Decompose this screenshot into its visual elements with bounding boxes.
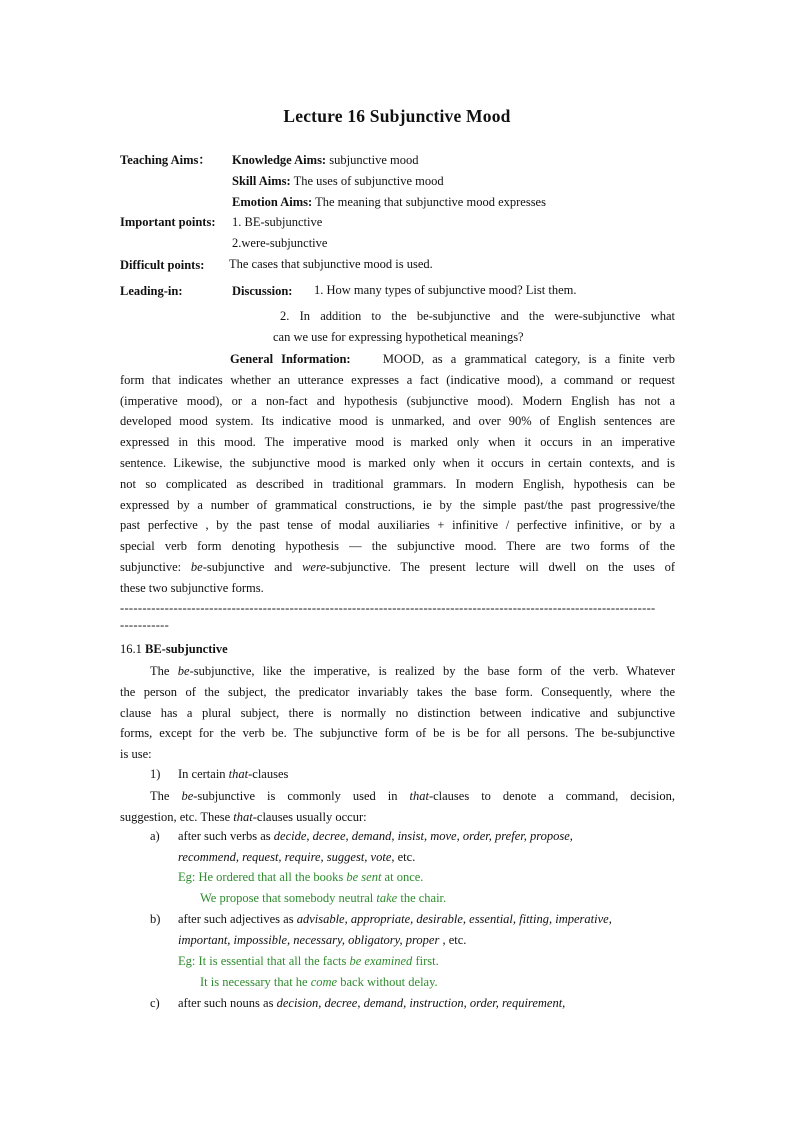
difficult-points-label: Difficult points: [120, 258, 205, 272]
that-clause-paragraph [120, 786, 675, 828]
skill-aims-text: The uses of subjunctive mood [293, 174, 444, 188]
important-points-label: Important points: [120, 215, 216, 229]
text-run: suggestion, etc. These [120, 809, 234, 824]
item-a-line-2 [178, 849, 415, 865]
teaching-aims-label: Teaching Aims： [120, 153, 211, 167]
text-run: after such nouns as [178, 996, 277, 1010]
paragraph-line: clause has a plural subject, there is normally no distinction between indicative and subjunctive [120, 705, 675, 720]
text-run: -subjunctive, like the imperative, is realized by the base form of the verb. Whatever [189, 664, 675, 678]
text-run: take [376, 891, 398, 905]
general-line: MOOD, as a grammatical category, is a finite verb [382, 352, 675, 366]
general-line: expressed by a number of grammatical constructions, ie by the simple past/the past progressive/the [120, 497, 675, 512]
knowledge-aims-label: Knowledge Aims: [232, 153, 327, 167]
text-run: Eg: It is essential that all the facts [178, 954, 350, 968]
item-label-a: a) [150, 829, 160, 843]
page-title: Lecture 16 Subjunctive Mood [283, 106, 511, 126]
text-run: In certain [178, 767, 229, 781]
important-point-2: 2.were-subjunctive [232, 236, 328, 250]
general-line: (imperative mood), or a non-fact and hypothesis (subjunctive mood). Modern English has not a [120, 393, 675, 408]
text-run: -clauses usually occur: [252, 809, 367, 824]
general-line: sentence. Likewise, the subjunctive mood is marked only when it occurs in certain contexts, and is [120, 455, 675, 470]
text-run: were [302, 559, 326, 574]
text-run: that [233, 809, 253, 824]
knowledge-aims-text: subjunctive mood [329, 153, 419, 167]
paragraph-line: is use: [120, 747, 152, 762]
emotion-aims-label: Emotion Aims: [232, 195, 313, 209]
general-line: these two subjunctive forms. [120, 580, 264, 595]
text-run: Eg: He ordered that all the books [178, 870, 347, 884]
text-run: that [228, 767, 249, 781]
paragraph-line: forms, except for the verb be. The subjunctive form of be is be for all persons. The be-subjunctive [120, 726, 675, 741]
paragraph-line [120, 786, 675, 807]
text-run: be [181, 789, 194, 803]
text-run: be sent [346, 870, 382, 884]
example-sentence [200, 974, 438, 990]
text-run: after such verbs as [178, 829, 274, 843]
text-run: -subjunctive and [202, 559, 303, 574]
text-run: The [150, 664, 178, 678]
text-run: recommend, request, require, suggest, vote, [178, 850, 395, 864]
general-line: developed mood system. Its indicative mood is unmarked, and over 90% of English sentences are [120, 414, 675, 429]
text-run: decision, decree, demand, instruction, order, requirement, [276, 996, 566, 1010]
paragraph-line [120, 807, 675, 828]
item-b-line-1 [178, 911, 612, 927]
item-label-b: b) [150, 912, 161, 926]
paragraph-line [120, 661, 675, 682]
skill-aims-label: Skill Aims: [232, 174, 291, 188]
example-sentence [178, 869, 423, 885]
text-run: first. [412, 954, 439, 968]
emotion-aims-line [232, 194, 546, 210]
emotion-aims-text: The meaning that subjunctive mood expresses [315, 195, 546, 209]
item-number: 1) [150, 767, 161, 781]
text-run: after such adjectives as [178, 912, 297, 926]
text-run: -clauses [248, 767, 289, 781]
general-first-line [120, 349, 675, 370]
text-run: It is necessary that he [200, 975, 311, 989]
text-run: at once. [381, 870, 424, 884]
section-divider-tail: ----------- [120, 618, 170, 632]
general-line: special verb form denoting hypothesis — the subjunctive mood. There are two forms of the [120, 539, 675, 554]
text-run: the chair. [397, 891, 447, 905]
text-run: back without delay. [337, 975, 438, 989]
leading-in-label: Leading-in: [120, 284, 183, 298]
example-sentence [178, 953, 439, 969]
general-line: not so complicated as described in traditional grammars. In modern English, hypothesis can be [120, 476, 675, 491]
general-line: past perfective , by the past tense of modal auxiliaries + infinitive / perfective infinitive, or by a [120, 518, 675, 533]
text-run: be [190, 559, 203, 574]
section-number: 16.1 [120, 642, 145, 656]
text-run: important, impossible, necessary, obligatory, proper [178, 933, 440, 947]
text-run: that [409, 789, 429, 803]
section-heading [120, 641, 228, 657]
text-run: , etc. [439, 933, 467, 947]
knowledge-aims-line [232, 152, 418, 168]
item-b-line-2 [178, 932, 466, 948]
general-information-paragraph [120, 349, 675, 599]
discussion-question-1: 1. How many types of subjunctive mood? List them. [314, 283, 577, 297]
text-run: subjunctive: [120, 559, 191, 574]
section-divider: ------------------------------------------------------------------------------------------------------------------------ [120, 601, 656, 615]
section-title: BE-subjunctive [145, 642, 228, 656]
discussion-question-2-line-2: can we use for expressing hypothetical meanings? [273, 330, 524, 344]
general-information-label: General Information: [230, 352, 351, 366]
text-run: be examined [349, 954, 413, 968]
example-sentence [200, 890, 446, 906]
item-label-c: c) [150, 996, 160, 1010]
text-run: etc. [394, 850, 416, 864]
text-run: -clauses to denote a command, decision, [428, 789, 675, 803]
text-run: be [177, 664, 190, 678]
important-point-1: 1. BE-subjunctive [232, 215, 323, 229]
text-run: -subjunctive is commonly used in [193, 789, 410, 803]
text-run: advisable, appropriate, desirable, essential, fitting, imperative, [296, 912, 612, 926]
discussion-question-2-line-1: 2. In addition to the be-subjunctive and the were-subjunctive what [280, 309, 675, 323]
general-line: expressed in this mood. The imperative mood is marked only when it occurs in an imperative [120, 435, 675, 450]
text-run: The [150, 789, 182, 803]
text-run: -subjunctive. The present lecture will dwell on the uses of [325, 559, 675, 574]
text-run: come [310, 975, 338, 989]
skill-aims-line [232, 173, 444, 189]
general-line [120, 557, 675, 578]
item-1-text [178, 766, 288, 782]
item-a-line-1 [178, 828, 573, 844]
text-run: We propose that somebody neutral [200, 891, 377, 905]
be-subjunctive-paragraph [120, 661, 675, 765]
item-c-line-1 [178, 995, 565, 1011]
discussion-label: Discussion: [232, 284, 293, 298]
difficult-points-text: The cases that subjunctive mood is used. [229, 257, 433, 271]
general-line: form that indicates whether an utterance expresses a fact (indicative mood), a command or request [120, 372, 675, 387]
paragraph-line: the person of the subject, the predicator invariably takes the base form. Consequently, where the [120, 684, 675, 699]
text-run: decide, decree, demand, insist, move, order, prefer, propose, [273, 829, 573, 843]
